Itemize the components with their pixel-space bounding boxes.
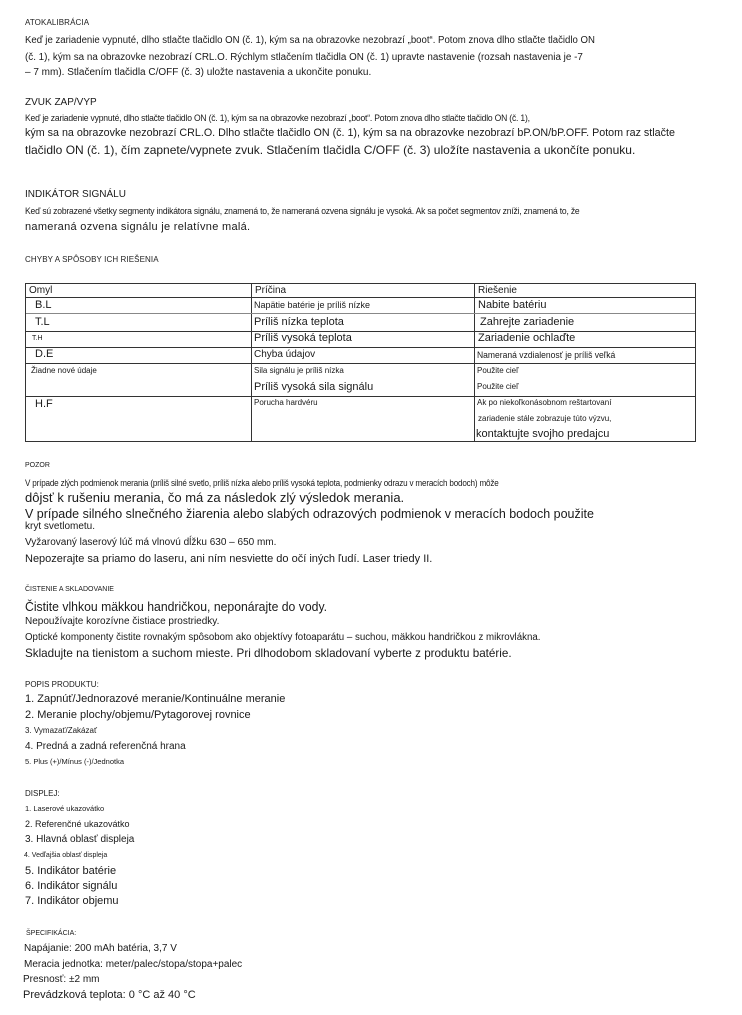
- table-cell-error: D.E: [35, 348, 54, 360]
- table-header-error: Omyl: [29, 285, 53, 296]
- section-heading-autocalibration: ATOKALIBRÁCIA: [25, 18, 90, 27]
- paragraph-line: Nepoužívajte korozívne čistiace prostriedky.: [25, 616, 220, 627]
- list-item: 4. Predná a zadná referenčná hrana: [25, 741, 186, 752]
- paragraph-line: kým sa na obrazovke nezobrazí CRL.O. Dlho stlačte tlačidlo ON (č. 1), kým sa na obrazovke nezobrazí bP.ON/bP.OFF. Potom raz stlačte: [25, 127, 675, 139]
- list-item: 4. Vedľajšia oblasť displeja: [24, 852, 108, 859]
- row-divider: [26, 347, 695, 348]
- list-item: 1. Zapnúť/Jednorazové meranie/Kontinuálne meranie: [25, 693, 286, 705]
- table-cell-cause: Porucha hardvéru: [254, 398, 318, 407]
- table-cell-solution: Nabite batériu: [478, 299, 547, 311]
- row-divider: [26, 313, 695, 314]
- table-cell-solution: Použite cieľ: [477, 366, 519, 375]
- row-divider: [26, 331, 695, 332]
- section-heading-display: DISPLEJ:: [25, 789, 60, 798]
- table-cell-cause: Sila signálu je príliš nízka: [254, 366, 344, 375]
- paragraph-line: Keď sú zobrazené všetky segmenty indikátora signálu, znamená to, že nameraná ozvena signálu je vysoká. Ak sa počet segmentov zníži, znamená to, že: [25, 206, 580, 216]
- list-item: 5. Indikátor batérie: [25, 865, 117, 877]
- section-heading-signal: INDIKÁTOR SIGNÁLU: [25, 189, 126, 200]
- table-cell-error: T.L: [35, 316, 50, 328]
- list-item: 1. Laserové ukazovátko: [25, 804, 105, 813]
- paragraph-line: V prípade zlých podmienok merania (príliš silné svetlo, príliš nízka alebo príliš vysoká teplota, podmienky odrazu v meracích bodoch) môže: [25, 478, 499, 488]
- paragraph-line: Skladujte na tienistom a suchom mieste. Pri dlhodobom skladovaní vyberte z produktu batérie.: [25, 646, 512, 660]
- list-item: 3. Vymazať/Zakázať: [25, 726, 97, 735]
- paragraph-line: tlačidlo ON (č. 1), čím zapnete/vypnete zvuk. Stlačením tlačidla C/OFF (č. 3) uložíte nastavenia a ukončíte ponuku.: [25, 143, 636, 157]
- section-heading-specs: ŠPECIFIKÁCIA:: [26, 930, 77, 937]
- table-cell-cause: Chyba údajov: [254, 349, 316, 360]
- list-item: 2. Referenčné ukazovátko: [25, 819, 130, 829]
- section-heading-errors: CHYBY A SPÔSOBY ICH RIEŠENIA: [25, 255, 159, 264]
- table-cell-solution: kontaktujte svojho predajcu: [476, 428, 610, 440]
- table-cell-cause: Príliš vysoká teplota: [254, 332, 352, 344]
- paragraph-line: dôjsť k rušeniu merania, čo má za následok zlý výsledok merania.: [25, 490, 405, 505]
- paragraph-line: – 7 mm). Stlačením tlačidla C/OFF (č. 3) uložte nastavenia a ukončite ponuku.: [25, 67, 372, 78]
- paragraph-line: (č. 1), kým sa na obrazovke nezobrazí CRL.O. Rýchlym stlačením tlačidla ON (č. 1) upravte nastavenie (rozsah nastavenia je -7: [25, 52, 583, 63]
- table-header-solution: Riešenie: [478, 285, 517, 296]
- spec-item: Meracia jednotka: meter/palec/stopa/stopa+palec: [24, 959, 243, 970]
- table-cell-error: Žiadne nové údaje: [31, 366, 97, 375]
- list-item: 5. Plus (+)/Mínus (-)/Jednotka: [25, 757, 124, 766]
- list-item: 6. Indikátor signálu: [25, 880, 118, 892]
- row-divider: [26, 396, 695, 397]
- paragraph-line: V prípade silného slnečného žiarenia alebo slabých odrazových podmienok v meracích bodoch použite: [25, 506, 594, 521]
- spec-item: Presnosť: ±2 mm: [23, 974, 100, 985]
- paragraph-line: Nepozerajte sa priamo do laseru, ani ním nesviette do očí iných ľudí. Laser triedy II.: [25, 553, 433, 565]
- section-heading-sound: ZVUK ZAP/VYP: [25, 97, 97, 108]
- paragraph-line: Keď je zariadenie vypnuté, dlho stlačte tlačidlo ON (č. 1), kým sa na obrazovke nezobrazí „boot“. Potom znova dlho stlačte tlačidlo ON (č. 1),: [25, 113, 530, 123]
- table-cell-error: H.F: [35, 398, 53, 410]
- row-divider: [26, 363, 695, 364]
- table-cell-solution: Nameraná vzdialenosť je príliš veľká: [477, 350, 616, 360]
- table-cell-error: T.H: [32, 335, 43, 342]
- spec-item: Napájanie: 200 mAh batéria, 3,7 V: [24, 943, 177, 954]
- list-item: 2. Meranie plochy/objemu/Pytagorovej rovnice: [25, 709, 251, 721]
- errors-table: [25, 283, 696, 442]
- table-cell-solution: zariadenie stále zobrazuje túto výzvu,: [478, 414, 612, 423]
- table-cell-solution: Použite cieľ: [477, 382, 519, 391]
- paragraph-line: kryt svetlometu.: [25, 521, 96, 532]
- table-cell-solution: Zahrejte zariadenie: [480, 316, 577, 328]
- paragraph-line: Čistite vlhkou mäkkou handričkou, neponárajte do vody.: [25, 599, 328, 614]
- table-cell-cause: Napätie batérie je príliš nízke: [254, 300, 371, 310]
- paragraph-line: Optické komponenty čistite rovnakým spôsobom ako objektívy fotoaparátu – suchou, mäkkou handričkou z mikrovlákna.: [25, 632, 541, 643]
- paragraph-line: Keď je zariadenie vypnuté, dlho stlačte tlačidlo ON (č. 1), kým sa na obrazovke nezobrazí „boot“. Potom znova dlho stlačte tlačidlo ON: [25, 35, 595, 46]
- table-header-cause: Príčina: [255, 285, 287, 296]
- section-heading-caution: POZOR: [25, 462, 50, 469]
- paragraph-line: Vyžarovaný laserový lúč má vlnovú dĺžku 630 – 650 mm.: [25, 537, 277, 548]
- table-cell-cause: Príliš nízka teplota: [254, 316, 344, 328]
- table-cell-solution: Zariadenie ochlaďte: [478, 332, 576, 344]
- spec-item: Prevádzková teplota: 0 °C až 40 °C: [23, 989, 196, 1001]
- table-cell-cause: Príliš vysoká sila signálu: [254, 381, 374, 393]
- section-heading-cleaning: ČISTENIE A SKLADOVANIE: [25, 586, 114, 593]
- section-heading-product: POPIS PRODUKTU:: [25, 680, 99, 689]
- list-item: 3. Hlavná oblasť displeja: [25, 834, 135, 845]
- paragraph-line: nameraná ozvena signálu je relatívne malá.: [25, 221, 251, 233]
- table-cell-solution: Ak po niekoľkonásobnom reštartovaní: [477, 398, 612, 407]
- table-cell-error: B.L: [35, 299, 52, 311]
- row-divider: [26, 297, 695, 298]
- list-item: 7. Indikátor objemu: [25, 895, 119, 907]
